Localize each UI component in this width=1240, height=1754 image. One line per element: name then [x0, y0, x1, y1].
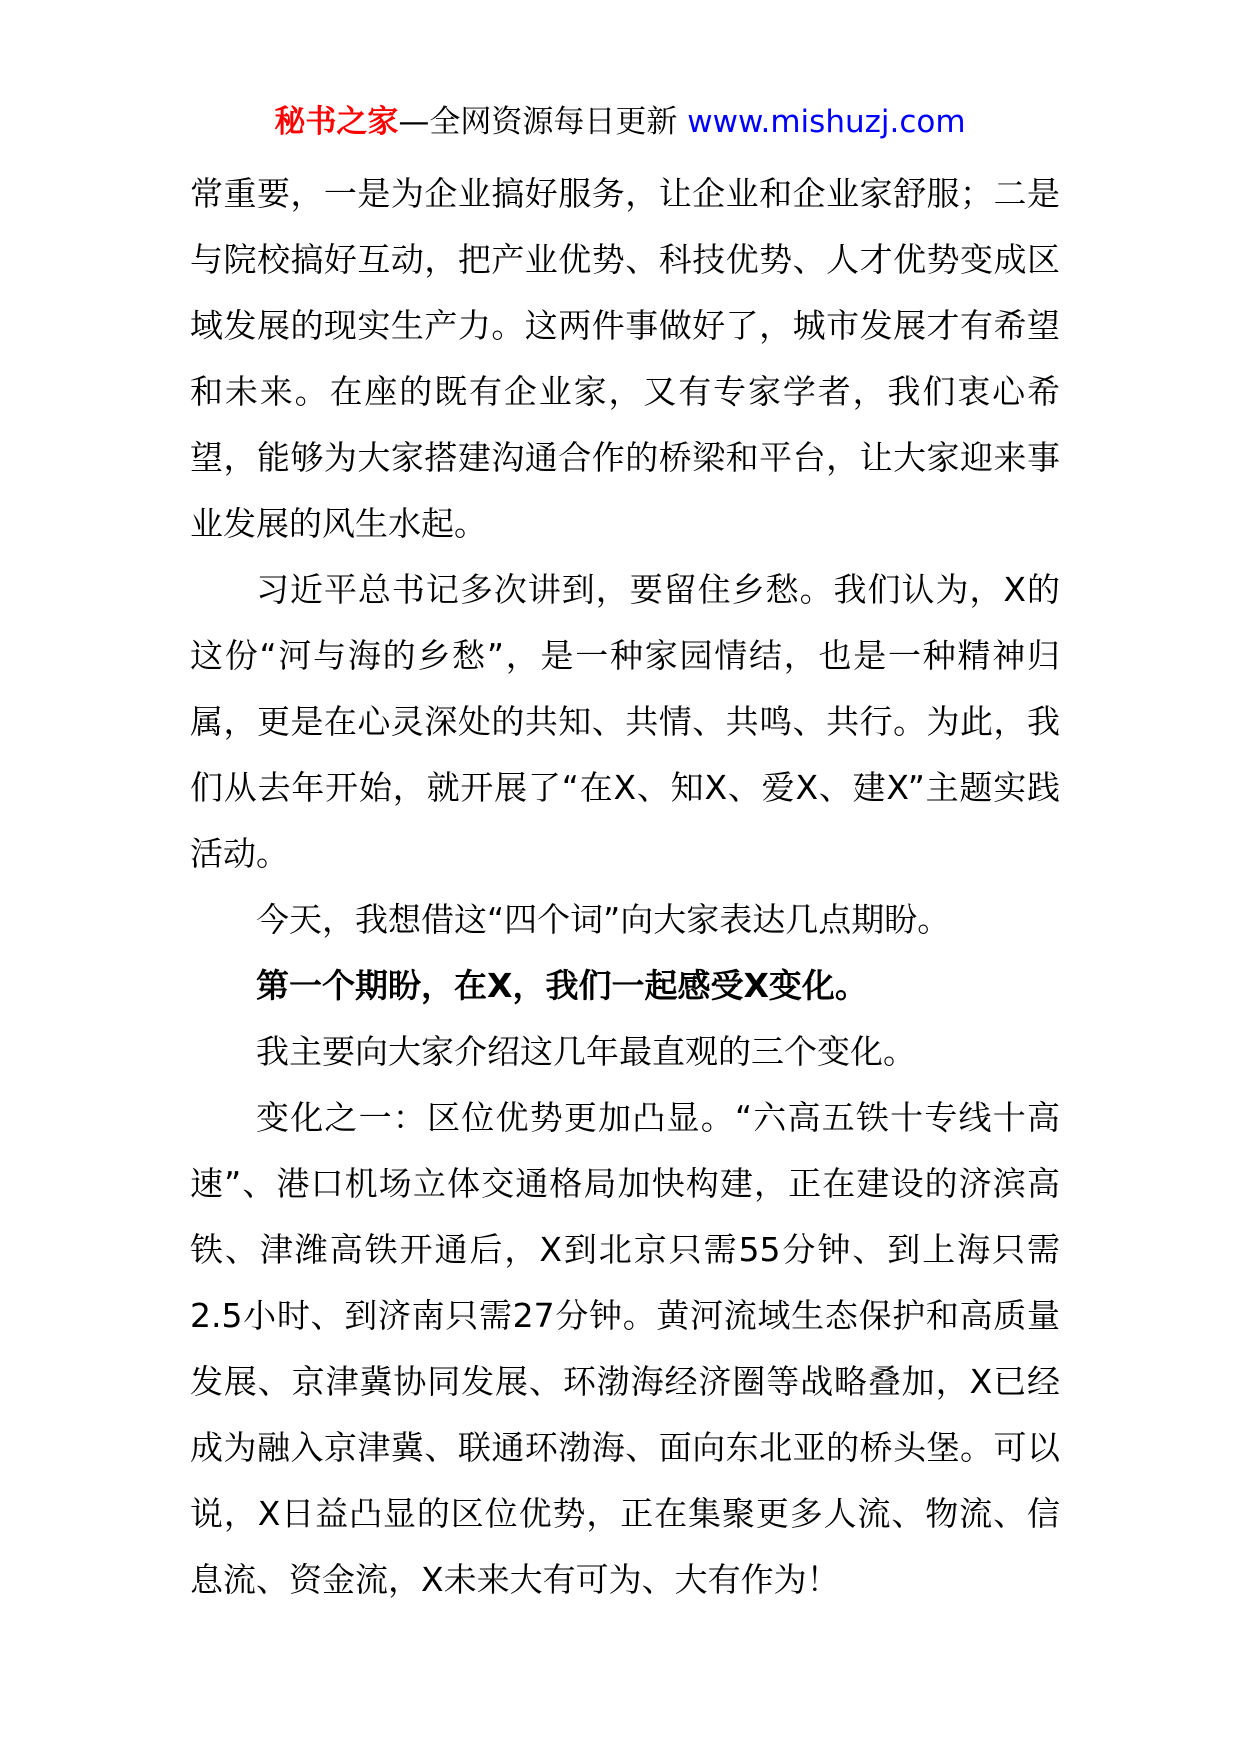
paragraph: 我主要向大家介绍这几年最直观的三个变化。: [256, 1032, 916, 1071]
document-body: [190, 161, 1060, 1613]
paragraph: 今天，我想借这“四个词”向大家表达几点期盼。: [256, 900, 951, 939]
website-link[interactable]: www.mishuzj.com: [687, 104, 966, 140]
paragraph: 变化之一：区位优势更加凸显。“六高五铁十专线十高速”、港口机场立体交通格局加快构建，正在建设的济滨高铁、津潍高铁开通后，X到北京只需55分钟、到上海只需2.5小时、到济南只需27分钟。黄河流域生态保护和高质量发展、京津冀协同发展、环渤海经济圈等战略叠加，X已经成为融入京津冀、联通环渤海、面向东北亚的桥头堡。可以说，X日益凸显的区位优势，正在集聚更多人流、物流、信息流、资金流，X未来大有可为、大有作为！: [190, 1098, 1060, 1599]
paragraph: 习近平总书记多次讲到，要留住乡愁。我们认为，X的这份“河与海的乡愁”，是一种家园情结，也是一种精神归属，更是在心灵深处的共知、共情、共鸣、共行。为此，我们从去年开始，就开展了“在X、知X、爱X、建X”主题实践活动。: [190, 570, 1060, 873]
paragraph-continued: 常重要，一是为企业搞好服务，让企业和企业家舒服；二是与院校搞好互动，把产业优势、科技优势、人才优势变成区域发展的现实生产力。这两件事做好了，城市发展才有希望和未来。在座的既有企业家，又有专家学者，我们衷心希望，能够为大家搭建沟通合作的桥梁和平台，让大家迎来事业发展的风生水起。: [190, 174, 1060, 543]
header-tagline: —全网资源每日更新: [398, 104, 678, 140]
section-heading: 第一个期盼，在X，我们一起感受X变化。: [256, 966, 868, 1005]
page-header: [0, 102, 1240, 142]
brand-name: 秘书之家: [274, 104, 399, 140]
